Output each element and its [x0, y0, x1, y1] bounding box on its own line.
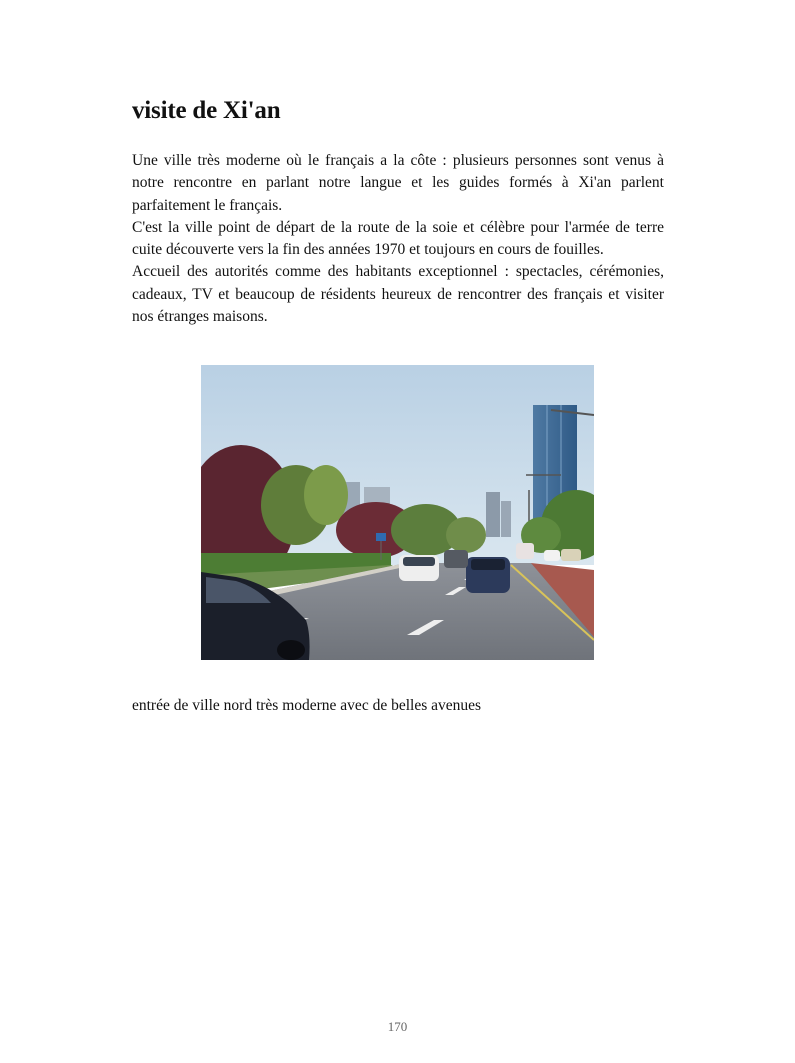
- paragraph-2: C'est la ville point de départ de la route de la soie et célèbre pour l'armée de terre cuite découverte vers la fin des années 1970 et toujours en cours de fouilles.: [132, 218, 664, 259]
- photo-caption: entrée de ville nord très moderne avec de belles avenues: [132, 697, 482, 714]
- city-avenue-photo: [201, 365, 594, 660]
- paragraph-3: Accueil des autorités comme des habitants exceptionnel : spectacles, cérémonies, cadeaux, TV et beaucoup de résidents heureux de rencontrer des français et visiter nos étranges maisons.: [132, 263, 664, 326]
- page-title: visite de Xi'an: [132, 97, 281, 124]
- paragraph-1: Une ville très moderne où le français a la côte : plusieurs personnes sont venus à notre rencontre en parlant notre langue et les guides formés à Xi'an parlent parfaitement le français.: [132, 152, 664, 214]
- page-number: 170: [387, 1019, 408, 1034]
- body-text: [132, 150, 664, 328]
